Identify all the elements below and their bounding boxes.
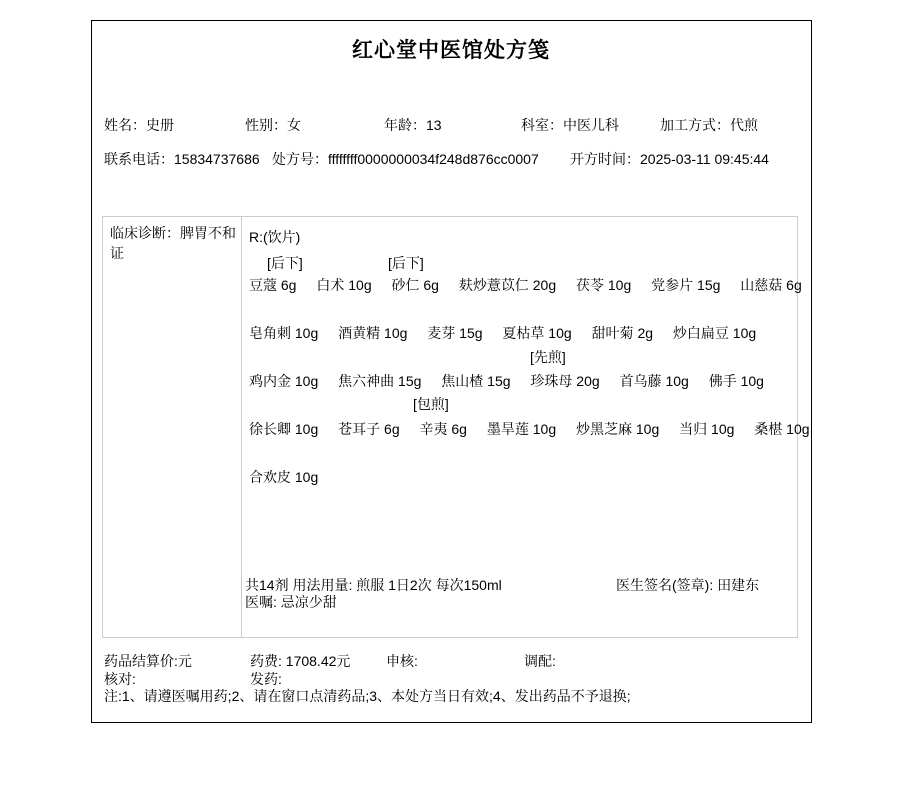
rx-item: 徐长卿 10g (249, 421, 319, 437)
rx-item: 辛夷 6g (419, 421, 467, 437)
review-field: 申核: (386, 653, 418, 669)
rx-header: R:(饮片) (249, 229, 301, 245)
check-field: 核对: (104, 671, 136, 687)
rx-item: 合欢皮 10g (249, 469, 319, 485)
settlement-price-field: 药品结算价:元 (104, 653, 192, 669)
decoction-marker-houxia-2: [后下] (388, 255, 424, 271)
rx-item: 佛手 10g (708, 373, 764, 389)
rx-line-4 (249, 419, 826, 439)
decoction-marker-xianjian: [先煎] (530, 349, 566, 365)
rx-item: 苍耳子 6g (338, 421, 400, 437)
rx-item: 桑椹 10g (754, 421, 810, 437)
rx-item: 酒黄精 10g (338, 325, 408, 341)
patient-name: 姓名：史册 (104, 117, 174, 133)
medical-advice: 医嘱: 忌凉少甜 (245, 594, 337, 610)
patient-gender: 性别：女 (245, 117, 301, 133)
rx-item: 麸炒薏苡仁 20g (458, 277, 557, 293)
rx-item: 豆蔻 6g (249, 277, 297, 293)
doctor-signature: 医生签名(签章): 田建东 (616, 577, 760, 593)
usage-summary: 共14剂 用法用量: 煎服 1日2次 每次150ml (245, 577, 502, 593)
rx-item: 墨旱莲 10g (486, 421, 557, 437)
decoction-marker-baojian: [包煎] (413, 396, 449, 412)
page-title: 红心堂中医馆处方笺 (352, 39, 550, 62)
rx-item: 夏枯草 10g (502, 325, 572, 341)
rx-line-1 (249, 275, 818, 295)
rx-item: 山慈菇 6g (740, 277, 802, 293)
rx-line-2 (249, 323, 772, 343)
rx-item: 珍珠母 20g (530, 373, 600, 389)
rx-line-5 (249, 467, 334, 487)
prescription-number: 处方号：ffffffff0000000034f248d876cc0007 (272, 151, 539, 167)
clinical-diagnosis: 临床诊断：脾胃不和证 (110, 225, 236, 261)
footer-note: 注:1、请遵医嘱用药;2、请在窗口点清药品;3、本处方当日有效;4、发出药品不予退换; (104, 688, 631, 704)
issue-medicine-field: 发药: (250, 671, 282, 687)
rx-item: 皂角刺 10g (249, 325, 319, 341)
rx-item: 鸡内金 10g (249, 373, 319, 389)
rx-item: 麦芽 15g (427, 325, 483, 341)
table-column-divider (241, 216, 242, 637)
rx-line-3 (249, 371, 780, 391)
rx-item: 甜叶菊 2g (591, 325, 654, 341)
rx-item: 首乌藤 10g (619, 373, 689, 389)
department: 科室：中医儿科 (521, 117, 619, 133)
processing-method: 加工方式：代煎 (660, 117, 758, 133)
rx-item: 当归 10g (679, 421, 735, 437)
patient-age: 年龄：13 (384, 117, 442, 133)
rx-item: 茯苓 10g (576, 277, 632, 293)
rx-item: 白术 10g (316, 277, 372, 293)
rx-item: 党参片 15g (651, 277, 721, 293)
rx-item: 炒黑芝麻 10g (576, 421, 660, 437)
rx-item: 炒白扁豆 10g (672, 325, 757, 341)
rx-item: 砂仁 6g (391, 277, 439, 293)
rx-item: 焦六神曲 15g (338, 373, 422, 389)
dispense-prepare-field: 调配: (524, 653, 556, 669)
contact-phone: 联系电话：15834737686 (104, 151, 260, 167)
rx-item: 焦山楂 15g (441, 373, 511, 389)
decoction-marker-houxia-1: [后下] (267, 255, 303, 271)
prescription-time: 开方时间：2025-03-11 09:45:44 (570, 151, 769, 167)
medicine-fee-field: 药费: 1708.42元 (250, 653, 351, 669)
